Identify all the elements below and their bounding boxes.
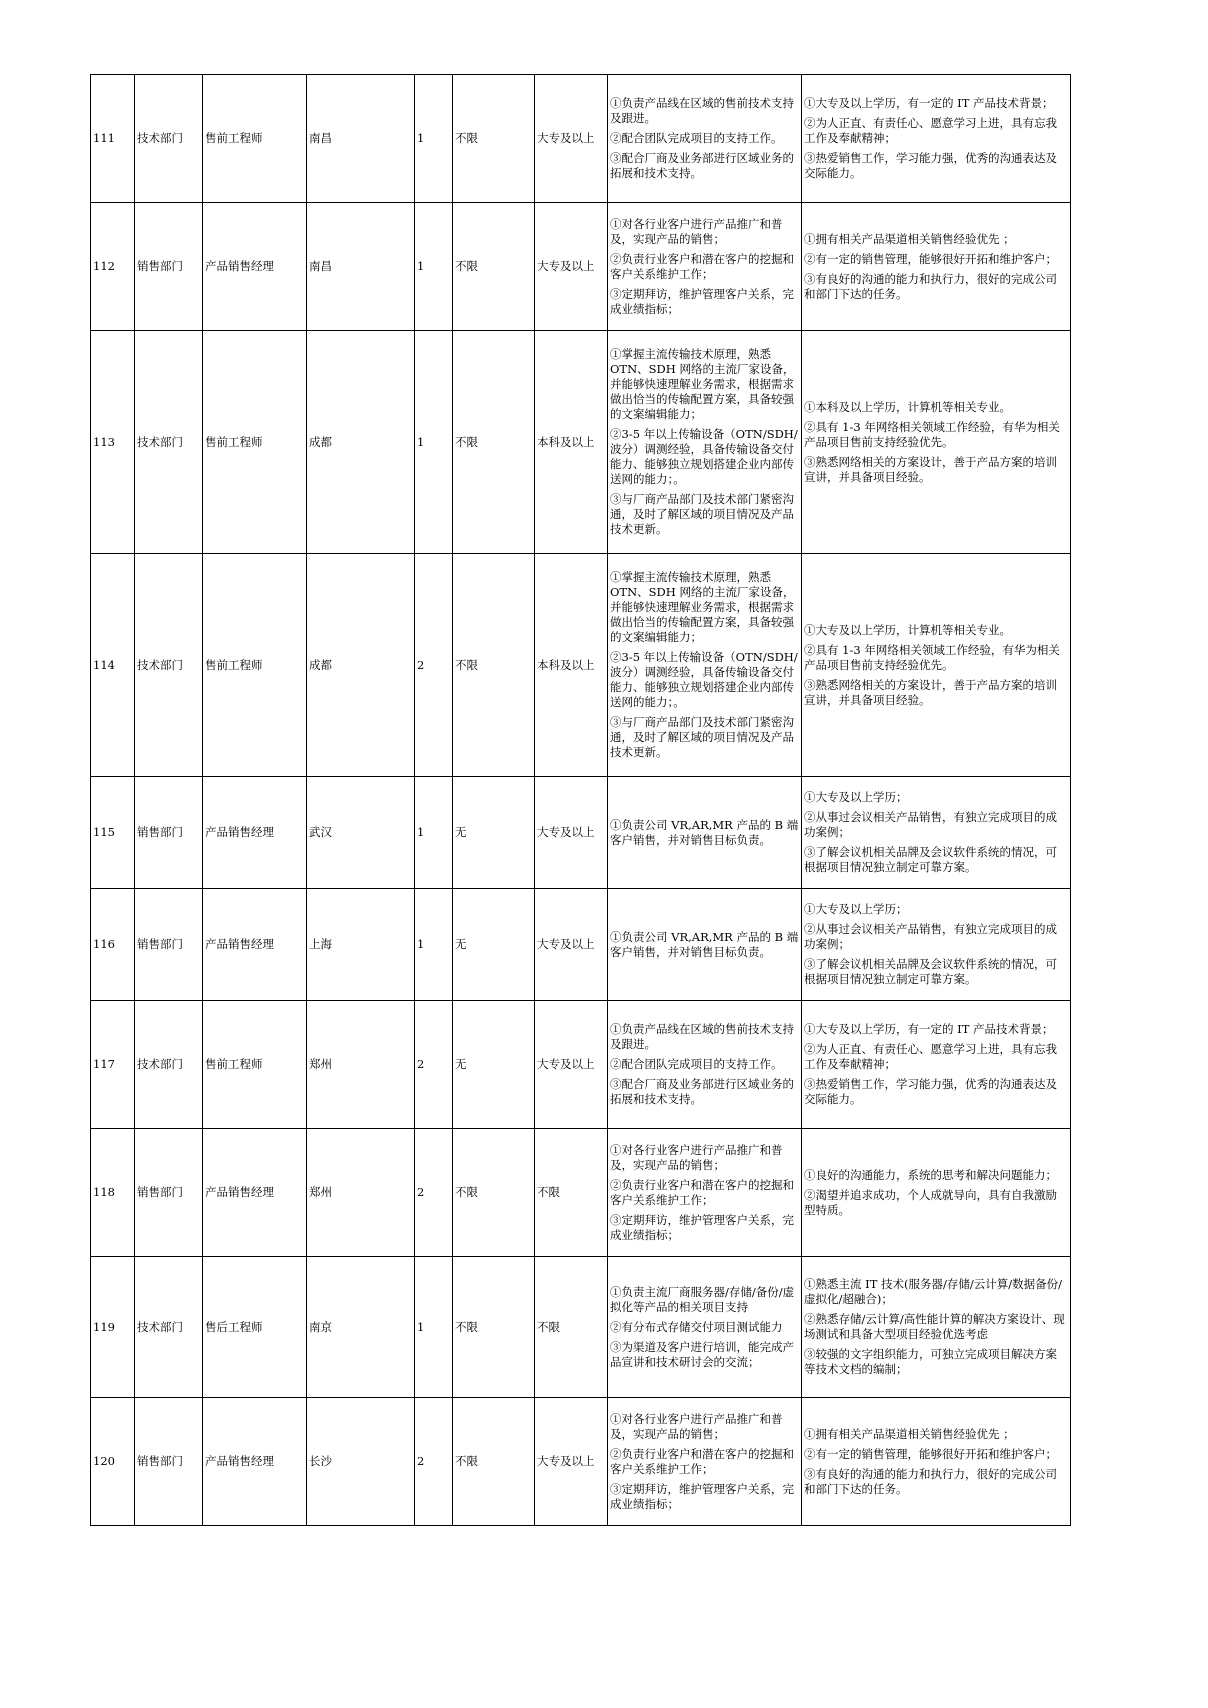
table-row	[91, 777, 1071, 889]
requirement-item: ①拥有相关产品渠道相关销售经验优先 ；	[804, 1426, 1015, 1441]
duty-item: ②配合团队完成项目的支持工作。	[610, 131, 783, 145]
duty-item: ①对各行业客户进行产品推广和普及，实现产品的销售；	[610, 1411, 783, 1441]
requirement-item: ②为人正直、有责任心、愿意学习上进，具有忘我工作及奉献精神；	[804, 1042, 1057, 1071]
experience-cell: 无	[453, 1001, 535, 1129]
table-row	[91, 331, 1071, 554]
duty-item: ③与厂商产品部门及技术部门紧密沟通，及时了解区域的项目情况及产品技术更新。	[610, 715, 794, 759]
duty-item: ③定期拜访，维护管理客户关系，完成业绩指标；	[610, 1212, 794, 1242]
position-cell: 产品销售经理	[203, 203, 307, 331]
headcount-cell: 2	[415, 1129, 453, 1257]
duty-item: ③为渠道及客户进行培训，能完成产品宣讲和技术研讨会的交流；	[610, 1339, 794, 1369]
headcount-cell: 1	[415, 331, 453, 554]
department-cell: 技术部门	[135, 1257, 203, 1398]
duty-item: ①负责公司 VR,AR,MR 产品的 B 端客户销售，并对销售目标负责。	[610, 817, 799, 847]
duty-item: ①掌握主流传输技术原理，熟悉OTN、SDH 网络的主流厂家设备，并能够快速理解业务需求，根据需求做出恰当的传输配置方案，具备较强的文案编辑能力；	[610, 570, 795, 644]
duty-item: ③定期拜访，维护管理客户关系，完成业绩指标；	[610, 286, 794, 316]
requirements-cell	[802, 1001, 1071, 1129]
duties-cell	[608, 1001, 802, 1129]
requirement-item: ①大专及以上学历，计算机等相关专业。	[804, 622, 1011, 637]
requirement-item: ②为人正直、有责任心、愿意学习上进，具有忘我工作及奉献精神；	[804, 116, 1057, 145]
education-cell: 大专及以上	[535, 1398, 608, 1526]
education-cell: 大专及以上	[535, 777, 608, 889]
duty-item: ②3-5 年以上传输设备（OTN/SDH/波分）调测经验，具备传输设备交付能力、能够独立规划搭建企业内部传送网的能力；。	[610, 427, 798, 486]
education-cell: 本科及以上	[535, 554, 608, 777]
requirements-cell	[802, 75, 1071, 203]
duty-item: ③定期拜访，维护管理客户关系，完成业绩指标；	[610, 1481, 794, 1511]
location-cell: 成都	[307, 554, 415, 777]
position-cell: 产品销售经理	[203, 889, 307, 1001]
table-row	[91, 889, 1071, 1001]
education-cell: 大专及以上	[535, 75, 608, 203]
duty-item: ②负责行业客户和潜在客户的挖掘和客户关系维护工作；	[610, 1446, 794, 1476]
duties-cell	[608, 554, 802, 777]
duties-cell	[608, 1129, 802, 1257]
position-cell: 售前工程师	[203, 554, 307, 777]
duties-cell	[608, 889, 802, 1001]
requirements-cell	[802, 554, 1071, 777]
duty-item: ②配合团队完成项目的支持工作。	[610, 1057, 783, 1071]
row-id-cell: 113	[91, 331, 135, 554]
duty-item: ①掌握主流传输技术原理，熟悉OTN、SDH 网络的主流厂家设备，并能够快速理解业务需求，根据需求做出恰当的传输配置方案，具备较强的文案编辑能力；	[610, 347, 795, 421]
duty-item: ②3-5 年以上传输设备（OTN/SDH/波分）调测经验，具备传输设备交付能力、能够独立规划搭建企业内部传送网的能力；。	[610, 650, 798, 709]
requirement-item: ③熟悉网络相关的方案设计，善于产品方案的培训宣讲，并具备项目经验。	[804, 677, 1057, 707]
requirement-item: ①拥有相关产品渠道相关销售经验优先 ；	[804, 231, 1015, 246]
row-id-cell: 114	[91, 554, 135, 777]
experience-cell: 无	[453, 889, 535, 1001]
location-cell: 上海	[307, 889, 415, 1001]
department-cell: 技术部门	[135, 331, 203, 554]
duty-item: ①对各行业客户进行产品推广和普及，实现产品的销售；	[610, 216, 783, 246]
duty-item: ①负责公司 VR,AR,MR 产品的 B 端客户销售，并对销售目标负责。	[610, 929, 799, 959]
row-id-cell: 112	[91, 203, 135, 331]
requirement-item: ③热爱销售工作，学习能力强，优秀的沟通表达及交际能力。	[804, 151, 1057, 180]
table-row	[91, 1257, 1071, 1398]
requirement-item: ②从事过会议相关产品销售，有独立完成项目的成功案例；	[804, 922, 1057, 951]
requirement-item: ②渴望并追求成功，个人成就导向，具有自我激励型特质。	[804, 1187, 1057, 1217]
education-cell: 不限	[535, 1129, 608, 1257]
table-row	[91, 1001, 1071, 1129]
department-cell: 技术部门	[135, 1001, 203, 1129]
location-cell: 郑州	[307, 1001, 415, 1129]
row-id-cell: 115	[91, 777, 135, 889]
requirement-item: ③了解会议机相关品牌及会议软件系统的情况，可根据项目情况独立制定可靠方案。	[804, 845, 1057, 874]
education-cell: 本科及以上	[535, 331, 608, 554]
requirements-cell	[802, 331, 1071, 554]
headcount-cell: 2	[415, 1398, 453, 1526]
requirement-item: ③较强的文字组织能力，可独立完成项目解决方案等技术文档的编制；	[804, 1347, 1057, 1376]
requirements-cell	[802, 203, 1071, 331]
education-cell: 大专及以上	[535, 1001, 608, 1129]
duty-item: ①负责产品线在区域的售前技术支持及跟进。	[610, 1022, 794, 1051]
row-id-cell: 119	[91, 1257, 135, 1398]
requirements-cell	[802, 889, 1071, 1001]
position-cell: 产品销售经理	[203, 777, 307, 889]
experience-cell: 不限	[453, 1129, 535, 1257]
position-cell: 售前工程师	[203, 331, 307, 554]
duty-item: ③与厂商产品部门及技术部门紧密沟通，及时了解区域的项目情况及产品技术更新。	[610, 492, 794, 536]
requirement-item: ①大专及以上学历；	[804, 790, 908, 804]
requirement-item: ②从事过会议相关产品销售，有独立完成项目的成功案例；	[804, 810, 1057, 839]
table-row	[91, 1398, 1071, 1526]
department-cell: 销售部门	[135, 1129, 203, 1257]
department-cell: 销售部门	[135, 889, 203, 1001]
requirements-cell	[802, 1398, 1071, 1526]
row-id-cell: 118	[91, 1129, 135, 1257]
requirement-item: ②具有 1-3 年网络相关领域工作经验，有华为相关产品项目售前支持经验优先。	[804, 419, 1060, 449]
department-cell: 销售部门	[135, 1398, 203, 1526]
position-cell: 售前工程师	[203, 1001, 307, 1129]
job-listing-table	[90, 74, 1071, 1526]
requirement-item: ②有一定的销售管理，能够很好开拓和维护客户；	[804, 1446, 1057, 1461]
department-cell: 销售部门	[135, 777, 203, 889]
job-rows	[91, 75, 1071, 1526]
table-row	[91, 75, 1071, 203]
location-cell: 长沙	[307, 1398, 415, 1526]
requirement-item: ③了解会议机相关品牌及会议软件系统的情况，可根据项目情况独立制定可靠方案。	[804, 957, 1057, 986]
duty-item: ③配合厂商及业务部进行区域业务的拓展和技术支持。	[610, 151, 794, 180]
duties-cell	[608, 331, 802, 554]
requirement-item: ①大专及以上学历，有一定的 IT 产品技术背景；	[804, 96, 1054, 110]
requirement-item: ①大专及以上学历，有一定的 IT 产品技术背景；	[804, 1022, 1054, 1036]
department-cell: 销售部门	[135, 203, 203, 331]
row-id-cell: 120	[91, 1398, 135, 1526]
location-cell: 成都	[307, 331, 415, 554]
requirement-item: ①本科及以上学历，计算机等相关专业。	[804, 399, 1011, 414]
department-cell: 技术部门	[135, 554, 203, 777]
position-cell: 产品销售经理	[203, 1398, 307, 1526]
headcount-cell: 1	[415, 889, 453, 1001]
duties-cell	[608, 203, 802, 331]
requirement-item: ③熟悉网络相关的方案设计，善于产品方案的培训宣讲，并具备项目经验。	[804, 454, 1057, 484]
row-id-cell: 117	[91, 1001, 135, 1129]
duty-item: ①负责产品线在区域的售前技术支持及跟进。	[610, 96, 794, 125]
duty-item: ③配合厂商及业务部进行区域业务的拓展和技术支持。	[610, 1077, 794, 1106]
headcount-cell: 2	[415, 554, 453, 777]
headcount-cell: 1	[415, 75, 453, 203]
duty-item: ②负责行业客户和潜在客户的挖掘和客户关系维护工作；	[610, 251, 794, 281]
requirements-cell	[802, 777, 1071, 889]
requirement-item: ③热爱销售工作，学习能力强，优秀的沟通表达及交际能力。	[804, 1077, 1057, 1106]
table-row	[91, 1129, 1071, 1257]
headcount-cell: 1	[415, 777, 453, 889]
table-row	[91, 554, 1071, 777]
location-cell: 武汉	[307, 777, 415, 889]
duties-cell	[608, 75, 802, 203]
headcount-cell: 1	[415, 203, 453, 331]
duty-item: ②有分布式存储交付项目测试能力	[610, 1319, 783, 1334]
row-id-cell: 111	[91, 75, 135, 203]
experience-cell: 不限	[453, 1257, 535, 1398]
requirement-item: ②有一定的销售管理，能够很好开拓和维护客户；	[804, 251, 1057, 266]
experience-cell: 不限	[453, 331, 535, 554]
duty-item: ①对各行业客户进行产品推广和普及，实现产品的销售；	[610, 1142, 783, 1172]
requirement-item: ①熟悉主流 IT 技术(服务器/存储/云计算/数据备份/虚拟化/超融合)；	[804, 1277, 1063, 1306]
experience-cell: 不限	[453, 75, 535, 203]
requirement-item: ①良好的沟通能力，系统的思考和解决问题能力；	[804, 1167, 1057, 1182]
education-cell: 不限	[535, 1257, 608, 1398]
table-row	[91, 203, 1071, 331]
row-id-cell: 116	[91, 889, 135, 1001]
duties-cell	[608, 777, 802, 889]
requirement-item: ②具有 1-3 年网络相关领域工作经验，有华为相关产品项目售前支持经验优先。	[804, 642, 1060, 672]
duty-item: ②负责行业客户和潜在客户的挖掘和客户关系维护工作；	[610, 1177, 794, 1207]
position-cell: 产品销售经理	[203, 1129, 307, 1257]
experience-cell: 无	[453, 777, 535, 889]
requirement-item: ②熟悉存储/云计算/高性能计算的解决方案设计、现场测试和具备大型项目经验优选考虑	[804, 1312, 1065, 1341]
headcount-cell: 1	[415, 1257, 453, 1398]
requirement-item: ①大专及以上学历；	[804, 902, 908, 916]
position-cell: 售后工程师	[203, 1257, 307, 1398]
location-cell: 南昌	[307, 203, 415, 331]
headcount-cell: 2	[415, 1001, 453, 1129]
location-cell: 南昌	[307, 75, 415, 203]
location-cell: 郑州	[307, 1129, 415, 1257]
requirements-cell	[802, 1129, 1071, 1257]
requirement-item: ③有良好的沟通的能力和执行力，很好的完成公司和部门下达的任务。	[804, 271, 1057, 301]
duties-cell	[608, 1257, 802, 1398]
department-cell: 技术部门	[135, 75, 203, 203]
duties-cell	[608, 1398, 802, 1526]
experience-cell: 不限	[453, 203, 535, 331]
education-cell: 大专及以上	[535, 889, 608, 1001]
experience-cell: 不限	[453, 1398, 535, 1526]
experience-cell: 不限	[453, 554, 535, 777]
requirements-cell	[802, 1257, 1071, 1398]
position-cell: 售前工程师	[203, 75, 307, 203]
location-cell: 南京	[307, 1257, 415, 1398]
duty-item: ①负责主流厂商服务器/存储/备份/虚拟化等产品的相关项目支持	[610, 1284, 795, 1314]
education-cell: 大专及以上	[535, 203, 608, 331]
requirement-item: ③有良好的沟通的能力和执行力，很好的完成公司和部门下达的任务。	[804, 1466, 1057, 1496]
